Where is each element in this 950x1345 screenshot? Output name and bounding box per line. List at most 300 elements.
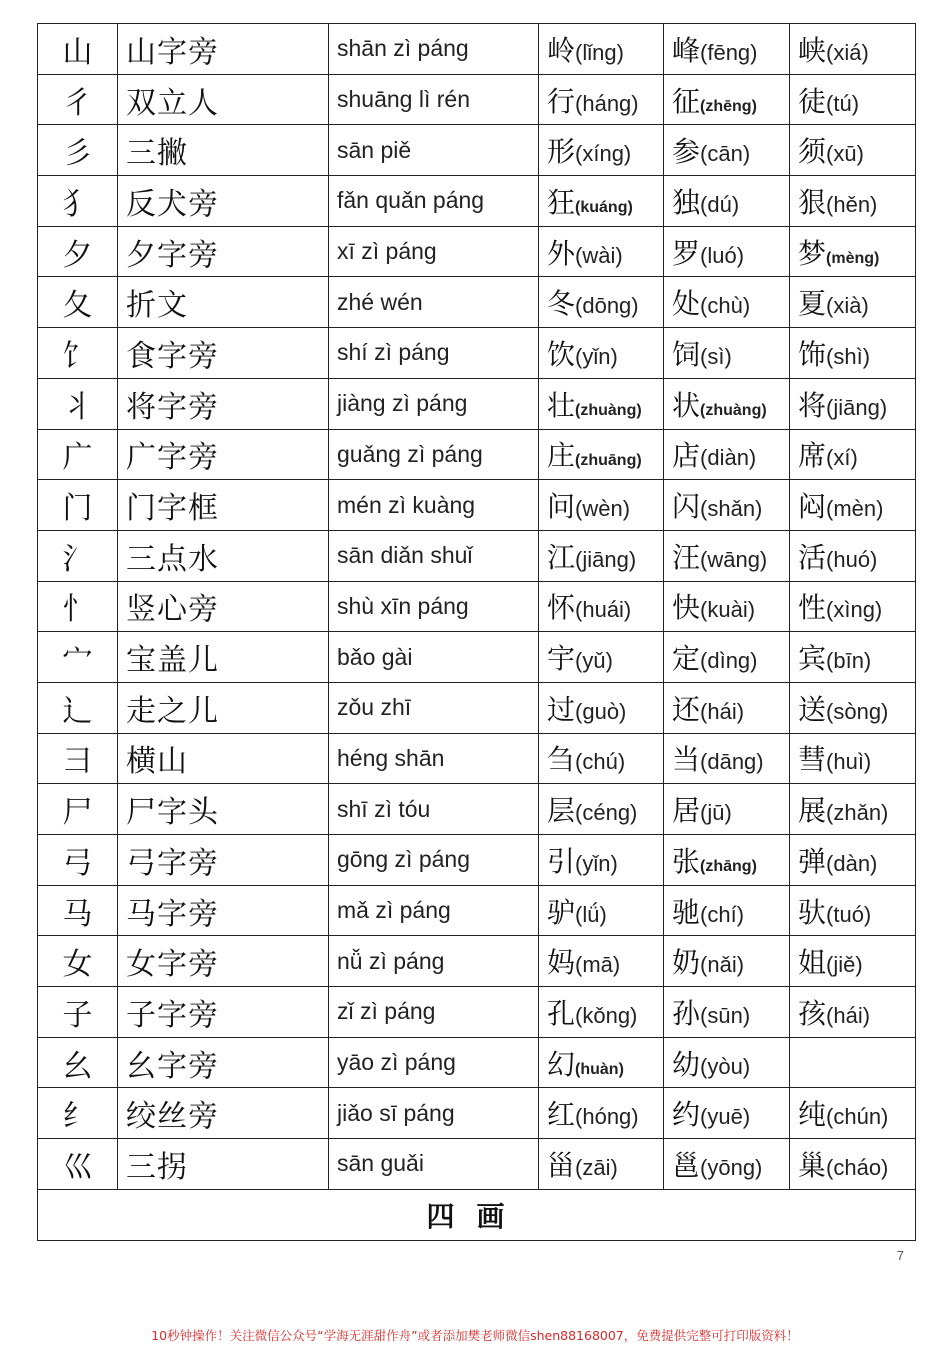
table-row xyxy=(38,784,916,835)
radical-name-cell: 弓字旁 xyxy=(118,835,329,886)
example-cell xyxy=(664,885,790,936)
example-cell xyxy=(539,682,664,733)
example-char: 约 xyxy=(672,1098,701,1132)
example-cell xyxy=(539,74,664,125)
example-char: 壮 xyxy=(547,388,576,422)
example-char: 怀 xyxy=(547,591,576,625)
example-cell xyxy=(664,429,790,480)
example-char: 岭 xyxy=(547,33,576,67)
table-row xyxy=(38,682,916,733)
example-pinyin: (xiá) xyxy=(826,39,869,65)
example-char: 狠 xyxy=(798,185,827,219)
example-cell xyxy=(539,1088,664,1139)
radical-cell: 广 xyxy=(38,429,118,480)
example-pinyin: (wèn) xyxy=(575,496,631,522)
example-pinyin: (hóng) xyxy=(575,1104,639,1130)
example-char: 峡 xyxy=(798,33,827,67)
radical-name-cell: 三拐 xyxy=(118,1139,329,1190)
radical-pinyin-cell: gōng zì páng xyxy=(329,835,539,886)
example-pinyin: (tuó) xyxy=(826,901,872,927)
example-char: 驰 xyxy=(672,895,701,929)
table-row xyxy=(38,277,916,328)
radical-cell: 彐 xyxy=(38,733,118,784)
example-cell xyxy=(539,480,664,531)
radical-name-cell: 竖心旁 xyxy=(118,581,329,632)
example-pinyin: (zāi) xyxy=(575,1154,618,1180)
example-cell xyxy=(790,277,916,328)
example-char: 层 xyxy=(547,794,576,828)
example-char: 庄 xyxy=(547,439,576,473)
table-row xyxy=(38,885,916,936)
radical-pinyin-cell: xī zì páng xyxy=(329,226,539,277)
example-cell xyxy=(790,125,916,176)
example-pinyin: (cháo) xyxy=(826,1154,889,1180)
example-pinyin: (yǐn) xyxy=(575,343,618,369)
radical-cell: 氵 xyxy=(38,530,118,581)
table-row xyxy=(38,1088,916,1139)
radical-table xyxy=(37,23,916,1241)
example-pinyin: (zhuàng) xyxy=(700,401,767,419)
example-cell xyxy=(790,784,916,835)
example-cell xyxy=(664,530,790,581)
example-cell xyxy=(790,74,916,125)
example-char: 闷 xyxy=(798,490,827,524)
example-char: 独 xyxy=(672,185,701,219)
example-char: 弹 xyxy=(798,844,827,878)
radical-pinyin-cell: zǒu zhī xyxy=(329,682,539,733)
example-cell xyxy=(539,429,664,480)
example-cell xyxy=(539,277,664,328)
example-pinyin: (wài) xyxy=(575,242,623,268)
example-char: 狂 xyxy=(547,185,576,219)
radical-cell: 夂 xyxy=(38,277,118,328)
example-char: 江 xyxy=(547,540,576,574)
radical-cell: 山 xyxy=(38,24,118,75)
example-cell xyxy=(539,835,664,886)
example-pinyin: (kǒng) xyxy=(575,1002,638,1028)
example-char: 将 xyxy=(798,388,827,422)
example-cell xyxy=(539,1139,664,1190)
radical-name-cell: 食字旁 xyxy=(118,328,329,379)
example-cell xyxy=(539,784,664,835)
radical-pinyin-cell: shí zì páng xyxy=(329,328,539,379)
example-cell xyxy=(790,936,916,987)
radical-cell: 辶 xyxy=(38,682,118,733)
radical-pinyin-cell: bǎo gài xyxy=(329,632,539,683)
table-row xyxy=(38,480,916,531)
example-cell xyxy=(790,885,916,936)
table-body xyxy=(38,24,916,1241)
example-cell xyxy=(790,530,916,581)
radical-pinyin-cell: guǎng zì páng xyxy=(329,429,539,480)
example-char: 梦 xyxy=(798,236,827,270)
example-pinyin: (bīn) xyxy=(826,648,872,674)
example-cell xyxy=(790,733,916,784)
radical-cell: 彳 xyxy=(38,74,118,125)
radical-cell: 巛 xyxy=(38,1139,118,1190)
example-cell xyxy=(539,581,664,632)
example-cell xyxy=(790,581,916,632)
radical-name-cell: 反犬旁 xyxy=(118,176,329,227)
example-char: 峰 xyxy=(672,33,701,67)
radical-name-cell: 尸字头 xyxy=(118,784,329,835)
example-char: 快 xyxy=(672,591,701,625)
example-pinyin: (yǐn) xyxy=(575,850,618,876)
example-char: 饲 xyxy=(672,337,701,371)
radical-name-cell: 横山 xyxy=(118,733,329,784)
example-cell xyxy=(664,835,790,886)
example-char: 刍 xyxy=(547,743,576,777)
example-cell xyxy=(790,378,916,429)
example-pinyin: (shì) xyxy=(826,343,871,369)
example-pinyin: (háng) xyxy=(575,90,639,116)
example-pinyin: (chí) xyxy=(700,901,745,927)
page-number: 7 xyxy=(896,1248,904,1263)
example-cell xyxy=(539,632,664,683)
radical-pinyin-cell: zǐ zì páng xyxy=(329,987,539,1038)
radical-name-cell: 山字旁 xyxy=(118,24,329,75)
radical-name-cell: 绞丝旁 xyxy=(118,1088,329,1139)
example-pinyin: (jū) xyxy=(700,800,732,826)
example-cell xyxy=(664,987,790,1038)
table-row xyxy=(38,936,916,987)
example-pinyin: (xū) xyxy=(826,141,864,167)
radical-name-cell: 女字旁 xyxy=(118,936,329,987)
example-pinyin: (jiāng) xyxy=(826,394,888,420)
example-pinyin: (zhuāng) xyxy=(575,452,642,470)
example-char: 张 xyxy=(672,844,701,878)
example-pinyin: (hái) xyxy=(826,1002,871,1028)
example-pinyin: (mā) xyxy=(575,952,621,978)
example-cell xyxy=(664,784,790,835)
example-cell xyxy=(664,24,790,75)
radical-name-cell: 夕字旁 xyxy=(118,226,329,277)
example-pinyin: (mèng) xyxy=(826,249,880,267)
radical-name-cell: 双立人 xyxy=(118,74,329,125)
example-pinyin: (luó) xyxy=(700,242,745,268)
table-row xyxy=(38,328,916,379)
table-row xyxy=(38,378,916,429)
example-cell xyxy=(790,1139,916,1190)
example-cell xyxy=(664,378,790,429)
table-row xyxy=(38,429,916,480)
example-char: 巢 xyxy=(798,1148,827,1182)
example-char: 驮 xyxy=(798,895,827,929)
example-char: 奶 xyxy=(672,946,701,980)
radical-name-cell: 门字框 xyxy=(118,480,329,531)
radical-pinyin-cell: sān piě xyxy=(329,125,539,176)
example-cell xyxy=(790,176,916,227)
example-cell xyxy=(664,936,790,987)
example-cell xyxy=(790,1037,916,1088)
example-char: 汪 xyxy=(672,540,701,574)
example-pinyin: (yōng) xyxy=(700,1154,763,1180)
example-pinyin: (zhēng) xyxy=(700,97,757,115)
radical-cell: 马 xyxy=(38,885,118,936)
radical-cell: 犭 xyxy=(38,176,118,227)
example-char: 姐 xyxy=(798,946,827,980)
example-char: 甾 xyxy=(547,1148,576,1182)
example-char: 处 xyxy=(672,287,701,321)
example-cell xyxy=(790,328,916,379)
example-cell xyxy=(790,632,916,683)
example-pinyin: (zhuàng) xyxy=(575,401,642,419)
radical-pinyin-cell: shù xīn páng xyxy=(329,581,539,632)
example-char: 行 xyxy=(547,84,576,118)
radical-pinyin-cell: héng shān xyxy=(329,733,539,784)
table-row xyxy=(38,176,916,227)
example-cell xyxy=(539,1037,664,1088)
radical-cell: 宀 xyxy=(38,632,118,683)
example-cell xyxy=(539,987,664,1038)
example-char: 宾 xyxy=(798,642,827,676)
example-char: 性 xyxy=(798,591,827,625)
example-char: 店 xyxy=(672,439,701,473)
example-char: 引 xyxy=(547,844,576,878)
example-cell xyxy=(664,1037,790,1088)
example-cell xyxy=(664,328,790,379)
example-cell xyxy=(664,226,790,277)
radical-name-cell: 广字旁 xyxy=(118,429,329,480)
example-pinyin: (huì) xyxy=(826,749,872,775)
example-char: 邕 xyxy=(672,1148,701,1182)
example-cell xyxy=(664,176,790,227)
radical-name-cell: 宝盖儿 xyxy=(118,632,329,683)
table-row xyxy=(38,530,916,581)
example-cell xyxy=(539,24,664,75)
example-cell xyxy=(664,125,790,176)
radical-pinyin-cell: shān zì páng xyxy=(329,24,539,75)
example-pinyin: (xí) xyxy=(826,445,858,471)
example-char: 送 xyxy=(798,692,827,726)
example-pinyin: (dú) xyxy=(700,191,740,217)
example-cell xyxy=(664,1139,790,1190)
radical-pinyin-cell: sān diǎn shuǐ xyxy=(329,530,539,581)
example-pinyin: (jiě) xyxy=(826,952,863,978)
example-cell xyxy=(790,226,916,277)
example-pinyin: (nǎi) xyxy=(700,952,745,978)
example-char: 定 xyxy=(672,642,701,676)
example-pinyin: (huái) xyxy=(575,597,632,623)
example-cell xyxy=(664,1088,790,1139)
example-pinyin: (dāng) xyxy=(700,749,764,775)
example-char: 孔 xyxy=(547,996,576,1030)
example-cell xyxy=(539,125,664,176)
example-cell xyxy=(664,733,790,784)
example-pinyin: (yòu) xyxy=(700,1053,751,1079)
table-row xyxy=(38,987,916,1038)
example-cell xyxy=(790,987,916,1038)
radical-pinyin-cell: shī zì tóu xyxy=(329,784,539,835)
radical-cell: 尸 xyxy=(38,784,118,835)
radical-cell: 彡 xyxy=(38,125,118,176)
example-pinyin: (mèn) xyxy=(826,496,884,522)
example-char: 红 xyxy=(547,1098,576,1132)
example-cell xyxy=(539,733,664,784)
radical-cell: 忄 xyxy=(38,581,118,632)
example-pinyin: (hái) xyxy=(700,698,745,724)
example-pinyin: (zhǎn) xyxy=(826,800,889,826)
example-char: 闪 xyxy=(672,490,701,524)
example-cell xyxy=(664,277,790,328)
example-pinyin: (chún) xyxy=(826,1104,889,1130)
example-cell xyxy=(790,835,916,886)
example-char: 徒 xyxy=(798,84,827,118)
radical-pinyin-cell: mǎ zì páng xyxy=(329,885,539,936)
radical-name-cell: 子字旁 xyxy=(118,987,329,1038)
example-char: 席 xyxy=(798,439,827,473)
radical-cell: 门 xyxy=(38,480,118,531)
footer-note: 10秒钟操作！关注微信公众号“学海无涯甜作舟”或者添加樊老师微信shen88168007，免费提供完整可打印版资料！ xyxy=(151,1328,799,1343)
radical-name-cell: 三点水 xyxy=(118,530,329,581)
example-cell xyxy=(664,581,790,632)
example-pinyin: (cān) xyxy=(700,141,751,167)
table-row xyxy=(38,632,916,683)
example-pinyin: (dàn) xyxy=(826,850,878,876)
example-pinyin: (sūn) xyxy=(700,1002,751,1028)
example-pinyin: (chù) xyxy=(700,293,751,319)
table-row xyxy=(38,733,916,784)
radical-name-cell: 幺字旁 xyxy=(118,1037,329,1088)
radical-pinyin-cell: zhé wén xyxy=(329,277,539,328)
radical-pinyin-cell: jiǎo sī páng xyxy=(329,1088,539,1139)
example-char: 活 xyxy=(798,540,827,574)
radical-name-cell: 三撇 xyxy=(118,125,329,176)
radical-pinyin-cell: fǎn quǎn páng xyxy=(329,176,539,227)
example-pinyin: (tú) xyxy=(826,90,860,116)
example-char: 须 xyxy=(798,135,827,169)
example-pinyin: (zhāng) xyxy=(700,857,757,875)
example-char: 纯 xyxy=(798,1098,827,1132)
table-row xyxy=(38,226,916,277)
example-char: 冬 xyxy=(547,287,576,321)
example-pinyin: (chú) xyxy=(575,749,626,775)
example-pinyin: (dōng) xyxy=(575,293,639,319)
radical-cell: 纟 xyxy=(38,1088,118,1139)
example-cell xyxy=(539,378,664,429)
radical-pinyin-cell: nǚ zì páng xyxy=(329,936,539,987)
example-cell xyxy=(664,480,790,531)
radical-pinyin-cell: yāo zì páng xyxy=(329,1037,539,1088)
example-pinyin: (kuài) xyxy=(700,597,756,623)
example-pinyin: (sòng) xyxy=(826,698,889,724)
example-cell xyxy=(790,429,916,480)
example-cell xyxy=(664,632,790,683)
example-cell xyxy=(664,74,790,125)
example-pinyin: (wāng) xyxy=(700,546,768,572)
radical-name-cell: 将字旁 xyxy=(118,378,329,429)
example-cell xyxy=(539,328,664,379)
example-pinyin: (lǐng) xyxy=(575,39,624,65)
radical-cell: 子 xyxy=(38,987,118,1038)
table-row xyxy=(38,1037,916,1088)
radical-cell: 幺 xyxy=(38,1037,118,1088)
example-pinyin: (guò) xyxy=(575,698,627,724)
radical-name-cell: 折文 xyxy=(118,277,329,328)
example-pinyin: (yǔ) xyxy=(575,648,613,674)
table-row xyxy=(38,74,916,125)
example-char: 驴 xyxy=(547,895,576,929)
example-char: 夏 xyxy=(798,287,827,321)
example-cell xyxy=(539,176,664,227)
radical-pinyin-cell: jiàng zì páng xyxy=(329,378,539,429)
radical-name-cell: 走之儿 xyxy=(118,682,329,733)
section-heading-row xyxy=(38,1189,916,1240)
example-cell xyxy=(539,936,664,987)
table-row xyxy=(38,581,916,632)
example-char: 彗 xyxy=(798,743,827,777)
example-char: 征 xyxy=(672,84,701,118)
example-char: 孩 xyxy=(798,996,827,1030)
example-pinyin: (kuáng) xyxy=(575,198,633,216)
radical-cell: 女 xyxy=(38,936,118,987)
example-cell xyxy=(539,530,664,581)
example-char: 幻 xyxy=(547,1047,576,1081)
radical-cell: 饣 xyxy=(38,328,118,379)
example-cell xyxy=(539,885,664,936)
radical-pinyin-cell: sān guǎi xyxy=(329,1139,539,1190)
example-pinyin: (diàn) xyxy=(700,445,757,471)
example-char: 还 xyxy=(672,692,701,726)
example-char: 问 xyxy=(547,490,576,524)
example-char: 形 xyxy=(547,135,576,169)
example-cell xyxy=(790,480,916,531)
example-pinyin: (dìng) xyxy=(700,648,758,674)
table-row xyxy=(38,24,916,75)
example-cell xyxy=(790,24,916,75)
example-pinyin: (xíng) xyxy=(575,141,632,167)
example-pinyin: (huó) xyxy=(826,546,878,572)
radical-cell: 弓 xyxy=(38,835,118,886)
example-cell xyxy=(790,1088,916,1139)
example-pinyin: (shǎn) xyxy=(700,496,763,522)
example-char: 外 xyxy=(547,236,576,270)
table-row xyxy=(38,835,916,886)
example-pinyin: (hěn) xyxy=(826,191,878,217)
example-cell xyxy=(664,682,790,733)
example-char: 罗 xyxy=(672,236,701,270)
example-char: 妈 xyxy=(547,946,576,980)
example-pinyin: (xìng) xyxy=(826,597,883,623)
radical-pinyin-cell: shuāng lì rén xyxy=(329,74,539,125)
example-char: 宇 xyxy=(547,642,576,676)
table-row xyxy=(38,1139,916,1190)
example-char: 饰 xyxy=(798,337,827,371)
example-char: 展 xyxy=(798,794,827,828)
radical-cell: 夕 xyxy=(38,226,118,277)
example-pinyin: (lǘ) xyxy=(575,901,607,927)
radical-pinyin-cell: mén zì kuàng xyxy=(329,480,539,531)
example-pinyin: (céng) xyxy=(575,800,638,826)
table-row xyxy=(38,125,916,176)
example-char: 孙 xyxy=(672,996,701,1030)
example-char: 状 xyxy=(672,388,701,422)
example-pinyin: (sì) xyxy=(700,343,732,369)
example-char: 参 xyxy=(672,135,701,169)
example-pinyin: (fēng) xyxy=(700,39,758,65)
example-pinyin: (huàn) xyxy=(575,1060,624,1078)
example-char: 当 xyxy=(672,743,701,777)
example-char: 过 xyxy=(547,692,576,726)
example-char: 饮 xyxy=(547,337,576,371)
example-pinyin: (jiāng) xyxy=(575,546,637,572)
radical-cell: 丬 xyxy=(38,378,118,429)
example-cell xyxy=(539,226,664,277)
example-pinyin: (yuē) xyxy=(700,1104,751,1130)
example-cell xyxy=(790,682,916,733)
example-char: 幼 xyxy=(672,1047,701,1081)
section-heading: 四画 xyxy=(38,1189,916,1240)
